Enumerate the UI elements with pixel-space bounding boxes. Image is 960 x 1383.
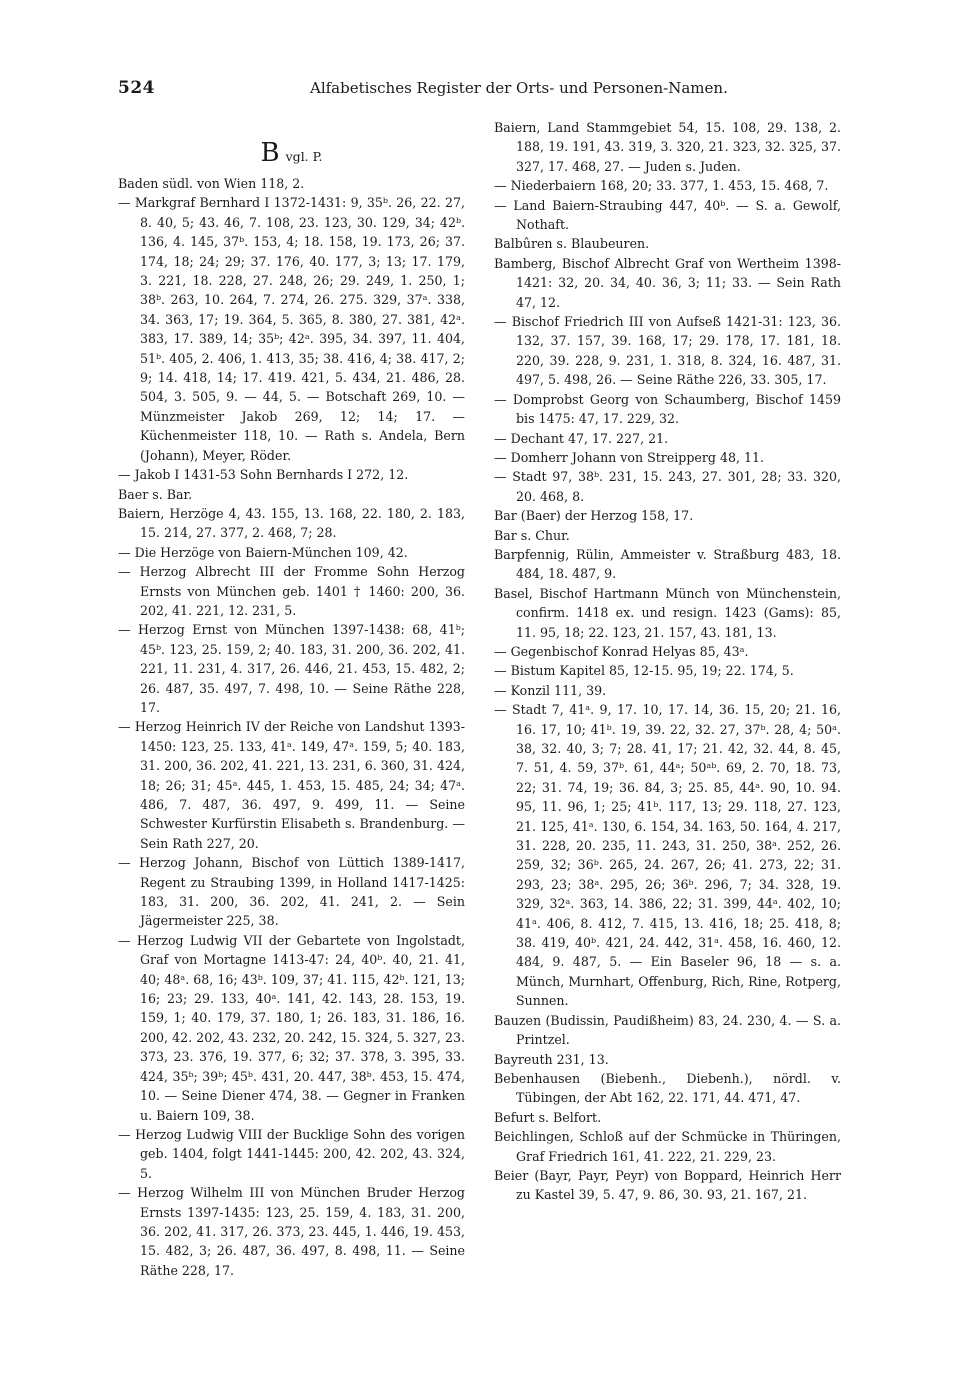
index-entry: Baiern, Land Stammgebiet 54, 15. 108, 29. 138, 2. 188, 19. 191, 43. 319, 3. 320, 21. 323, 32. 325, 37. 327, 17. 468, 27. — Juden s. Juden. [494,120,841,174]
index-entry: Basel, Bischof Hartmann Münch von Münchenstein, confirm. 1418 ex. und resign. 1423 (Gams): 85, 11. 95, 18; 22. 123, 21. 157, 43. 181, 13. [494,585,841,640]
index-entry: — Herzog Ludwig VIII der Bucklige Sohn des vorigen geb. 1404, folgt 1441-1445: 200, 42. 202, 43. 324, 5. [118,1126,465,1181]
index-entry: — Dechant 47, 17. 227, 21. [494,430,669,446]
running-head [118,78,840,102]
index-entry: Bebenhausen (Biebenh., Diebenh.), nördl. v. Tübingen, der Abt 162, 22. 171, 44. 471, 47. [494,1070,841,1106]
index-entry: Bamberg, Bischof Albrecht Graf von Wertheim 1398-1421: 32, 20. 34, 40. 36, 3; 11; 33. — Sein Rath 47, 12. [494,255,841,310]
index-entry: — Stadt 7, 41ᵃ. 9, 17. 10, 17. 14, 36. 15, 20; 21. 16, 16. 17, 10; 41ᵇ. 19, 39. 22, 32. 27, 37ᵇ. 28, 4; 50ᵃ. 38, 32. 40, 3; 7; 28. 41, 17; 21. 42, 32. 44, 8. 45, 7. 51, 4. 59, 37ᵇ. 61, 44ᵃ; 50ᵃᵇ. 69, 2. 70, 18. 73, 22; 31. 74, 19; 36. 84, 3; 25. 85, 44ᵃ. 90, 10. 94. 95, 11. 96, 1; 25; 41ᵇ. 117, 13; 29. 118, 27. 123, 21. 125, 41ᵃ. 130, 6. 154, 34. 163, 50. 164, 4. 217, 31. 228, 20. 235, 11. 243, 31. 250, 38ᵃ. 252, 26. 259, 32; 36ᵇ. 265, 24. 267, 26; 41. 273, 22; 31. 293, 23; 38ᵃ. 295, 26; 36ᵇ. 296, 7; 34. 328, 19. 329, 32ᵃ. 363, 14. 386, 22; 31. 399, 44ᵃ. 402, 10; 41ᵃ. 406, 8. 412, 7. 415, 13. 416, 18; 25. 418, 8; 38. 419, 40ᵇ. 421, 24. 442, 31ᵃ. 458, 16. 460, 12. 484, 9. 487, 5. — Ein Baseler 96, 18 — s. a. Münch, Murnhart, Offenburg, Rich, Rine, Rotperg, Sunnen. [494,702,841,1009]
index-entry: Baden südl. von Wien 118, 2. [118,176,305,191]
index-entry: Baiern, Herzöge 4, 43. 155, 13. 168, 22. 180, 2. 183, 15. 214, 27. 377, 2. 468, 7; 28. [118,505,465,541]
index-entry: Beier (Bayr, Payr, Peyr) von Boppard, Heinrich Herr zu Kastel 39, 5. 47, 9. 86, 30. 93, 21. 167, 21. [494,1167,841,1203]
index-entry: — Domherr Johann von Streipperg 48, 11. [494,449,765,465]
index-entry: — Herzog Wilhelm III von München Bruder Herzog Ernsts 1397-1435: 123, 25. 159, 4. 183, 31. 200, 36. 202, 41. 317, 26. 373, 23. 445, 1. 446, 19. 453, 15. 482, 3; 26. 487, 36. 497, 8. 498, 11. — Seine Räthe 228, 17. [118,1185,465,1278]
index-entry: Bauzen (Budissin, Paudißheim) 83, 24. 230, 4. — S. a. Printzel. [494,1012,841,1048]
left-column [118,118,465,1280]
index-entry: Bayreuth 231, 13. [494,1051,609,1067]
index-entry: — Herzog Heinrich IV der Reiche von Landshut 1393-1450: 123, 25. 133, 41ᵃ. 149, 47ᵃ. 159, 5; 40. 183, 31. 200, 36. 202, 41. 221, 13. 231, 6. 360, 31. 424, 18; 26; 31; 45ᵃ. 445, 1. 453, 15. 485, 24; 34; 47ᵃ. 486, 7. 487, 36. 497, 9. 499, 11. — Seine Schwester Kurfürstin Elisabeth s. Brandenburg. — Sein Rath 227, 20. [118,719,465,851]
index-entry: Beichlingen, Schloß auf der Schmücke in Thüringen, Graf Friedrich 161, 41. 222, 21. 229, 23. [494,1129,841,1164]
index-entry: — Land Baiern-Straubing 447, 40ᵇ. — S. a. Gewolf, Nothaft. [494,197,841,233]
index-entry: — Herzog Ludwig VII der Gebartete von Ingolstadt, Graf von Mortagne 1413-47: 24, 40ᵇ. 40, 21. 41, 40; 48ᵃ. 68, 16; 43ᵇ. 109, 37; 41. 115, 42ᵇ. 121, 13; 16; 23; 29. 133, 40ᵃ. 141, 42. 143, 28. 153, 19. 159, 1; 40. 179, 37. 180, 1; 26. 183, 31. 186, 16. 200, 42. 202, 43. 232, 20. 242, 15. 324, 5. 327, 23. 373, 23. 376, 19. 377, 6; 32; 37. 378, 3. 395, 33. 424, 35ᵇ; 39ᵇ; 45ᵇ. 431, 20. 447, 38ᵇ. 453, 15. 474, 10. — Seine Diener 474, 38. — Gegner in Franken u. Baiern 109, 38. [118,932,465,1123]
section-letter: B [260,138,280,168]
running-title: Alfabetisches Register der Orts- und Personen-Namen. [310,79,728,97]
index-entry: — Markgraf Bernhard I 1372-1431: 9, 35ᵇ. 26, 22. 27, 8. 40, 5; 43. 46, 7. 108, 23. 123, 30. 129, 34; 42ᵇ. 136, 4. 145, 37ᵇ. 153, 4; 18. 158, 19. 173, 26; 37. 174, 18; 24; 29; 37. 176, 40. 177, 3; 13; 17. 179, 3. 221, 18. 228, 27. 248, 26; 29. 249, 1. 250, 1; 38ᵇ. 263, 10. 264, 7. 274, 26. 275. 329, 37ᵃ. 338, 34. 363, 17; 19. 364, 5. 365, 8. 380, 27. 381, 42ᵃ. 383, 17. 389, 14; 35ᵇ; 42ᵃ. 395, 34. 397, 11. 404, 51ᵇ. 405, 2. 406, 1. 413, 35; 38. 416, 4; 38. 417, 2; 9; 14. 418, 14; 17. 419. 421, 5. 434, 21. 486, 28. 504, 3. 505, 9. — 44, 5. — Botschaft 269, 10. — Münzmeister Jakob 269, 12; 14; 17. — Küchenmeister 118, 10. — Rath s. Andela, Bern (Johann), Meyer, Röder. [118,195,465,463]
index-entry: Bar s. Chur. [494,527,570,543]
index-entry: — Herzog Albrecht III der Fromme Sohn Herzog Ernsts von München geb. 1401 † 1460: 200, 36. 202, 41. 221, 12. 231, 5. [118,564,465,618]
index-entry: — Jakob I 1431-53 Sohn Bernhards I 272, 12. [118,467,409,483]
index-entry: — Herzog Johann, Bischof von Lüttich 1389-1417, Regent zu Straubing 1399, in Holland 1417-1425: 183, 31. 200, 36. 202, 41. 241, 2. — Sein Jägermeister 225, 38. [118,855,465,929]
right-column [494,118,841,1205]
index-entry: — Bischof Friedrich III von Aufseß 1421-31: 123, 36. 132, 37. 157, 39. 168, 17; 29. 178, 17. 181, 18. 220, 39. 228, 9. 231, 1. 318, 8. 324, 16. 487, 31. 497, 5. 498, 26. — Seine Räthe 226, 33. 305, 17. [494,314,841,388]
index-entry: Befurt s. Belfort. [494,1109,602,1125]
page-number: 524 [118,78,155,98]
index-entry: — Bistum Kapitel 85, 12-15. 95, 19; 22. 174, 5. [494,663,794,679]
index-entry: — Stadt 97, 38ᵇ. 231, 15. 243, 27. 301, 28; 33. 320, 20. 468, 8. [494,469,841,504]
section-crossref: vgl. P. [285,149,323,164]
index-entry: — Gegenbischof Konrad Helyas 85, 43ᵃ. [494,643,749,659]
section-heading [118,140,465,170]
index-entry: — Konzil 111, 39. [494,682,607,698]
index-entry: — Herzog Ernst von München 1397-1438: 68, 41ᵇ; 45ᵇ. 123, 25. 159, 2; 40. 183, 31. 200, 36. 202, 41. 221, 11. 231, 4. 317, 26. 446, 21. 453, 15. 482, 2; 26. 487, 35. 497, 7. 498, 10. — Seine Räthe 228, 17. [118,622,465,715]
index-entry: Baer s. Bar. [118,486,193,502]
index-entry: — Die Herzöge von Baiern-München 109, 42. [118,544,408,560]
index-entry: — Niederbaiern 168, 20; 33. 377, 1. 453, 15. 468, 7. [494,178,829,194]
index-entry: Balbûren s. Blaubeuren. [494,236,650,252]
index-entry: — Domprobst Georg von Schaumberg, Bischof 1459 bis 1475: 47, 17. 229, 32. [494,391,841,427]
index-entry: Bar (Baer) der Herzog 158, 17. [494,508,694,524]
index-entry: Barpfennig, Rülin, Ammeister v. Straßburg 483, 18. 484, 18. 487, 9. [494,546,841,582]
